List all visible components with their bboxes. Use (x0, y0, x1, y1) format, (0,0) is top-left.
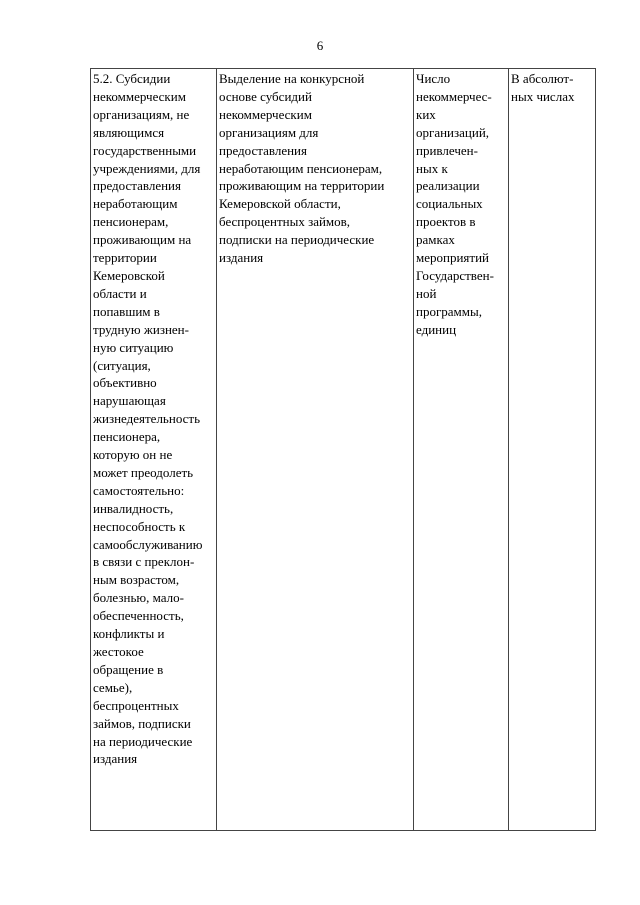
cell-text-line: пенсионерам, (93, 214, 169, 230)
cell-text-line: обращение в (93, 661, 164, 677)
cell-text-line: обеспеченность, (93, 608, 184, 624)
cell-text-line: Кемеровской области, (219, 196, 341, 212)
cell-text-line: мероприятий (416, 250, 489, 266)
cell-text-line: проживающим на (93, 232, 192, 248)
cell-text-line: конфликты и (93, 626, 165, 642)
cell-text-line: реализации (416, 178, 480, 194)
cell-text-line: единиц (416, 321, 457, 337)
cell-text-line: государственными (93, 142, 197, 158)
cell-text-line: болезнью, мало- (93, 590, 184, 606)
cell-text-line: Выделение на конкурсной (219, 71, 365, 86)
cell-text-line: Государствен- (416, 267, 494, 283)
cell-text-line: территории (93, 250, 157, 266)
measure-description-cell (217, 69, 414, 831)
cell-text-line: инвалидность, (93, 500, 174, 516)
cell-text-line: может преодолеть (93, 464, 194, 480)
cell-text-line: объективно (93, 375, 157, 391)
cell-text-line: жестокое (93, 644, 144, 659)
cell-text-line: привлечен- (416, 142, 478, 158)
cell-text-line: являющимся (93, 124, 165, 140)
cell-text-line: ных числах (511, 88, 575, 104)
cell-text-line: семье), (93, 679, 133, 695)
cell-text-line: организациям, не (93, 106, 190, 122)
cell-text-line: основе субсидий (219, 88, 312, 104)
cell-text-line: области и (93, 285, 147, 301)
cell-text-line: в связи с преклон- (93, 554, 195, 570)
cell-text-line: рамках (416, 232, 455, 248)
cell-text-line: проектов в (416, 214, 476, 230)
measure-name-cell (91, 69, 217, 831)
cell-text-line: неспособность к (93, 518, 186, 534)
cell-text-line: социальных (416, 196, 483, 212)
cell-text-line: пенсионера, (93, 429, 161, 445)
cell-text-line: издания (219, 250, 264, 266)
cell-text-line: ной (416, 285, 437, 301)
cell-text-line: программы, (416, 303, 482, 319)
cell-text-line: нарушающая (93, 393, 166, 409)
cell-text-line: проживающим на территории (219, 178, 385, 194)
cell-text-line: подписки на периодические (219, 232, 375, 248)
unit-cell (509, 69, 596, 831)
cell-text-line: предоставления (93, 178, 181, 194)
cell-text-line: учреждениями, для (93, 160, 201, 176)
cell-text-line: трудную жизнен- (93, 321, 189, 337)
cell-text-line: Число (416, 71, 451, 86)
cell-text-line: Кемеровской (93, 267, 165, 283)
cell-text-line: на периодические (93, 733, 193, 749)
cell-text-line: некоммерчес- (416, 88, 492, 104)
cell-text-line: предоставления (219, 142, 307, 158)
cell-text-line: 5.2. Субсидии (93, 71, 171, 86)
cell-text-line: организаций, (416, 124, 490, 140)
cell-text-line: попавшим в (93, 303, 160, 319)
cell-text-line: которую он не (93, 447, 173, 463)
cell-text-line: некоммерческим (93, 88, 186, 104)
cell-text-line: самообслуживанию (93, 536, 203, 552)
cell-text-line: ных к (416, 160, 448, 176)
page-number: 6 (316, 38, 324, 53)
cell-text-line: ную ситуацию (93, 339, 174, 355)
cell-text-line: издания (93, 751, 138, 767)
cell-text-line: неработающим (93, 196, 178, 212)
cell-text-line: (ситуация, (93, 357, 151, 373)
cell-text-line: неработающим пенсионерам, (219, 160, 383, 176)
indicator-table (90, 68, 596, 831)
cell-text-line: ких (416, 106, 436, 122)
cell-text-line: ным возрастом, (93, 572, 180, 588)
table-row (91, 69, 596, 831)
cell-text-line: организациям для (219, 124, 319, 140)
cell-text-line: некоммерческим (219, 106, 312, 122)
indicator-name-cell (414, 69, 509, 831)
cell-text-line: беспроцентных (93, 697, 179, 713)
cell-text-line: самостоятельно: (93, 482, 185, 498)
cell-text-line: беспроцентных займов, (219, 214, 351, 230)
cell-text-line: займов, подписки (93, 715, 191, 731)
cell-text-line: В абсолют- (511, 71, 574, 86)
cell-text-line: жизнедеятельность (93, 411, 201, 427)
